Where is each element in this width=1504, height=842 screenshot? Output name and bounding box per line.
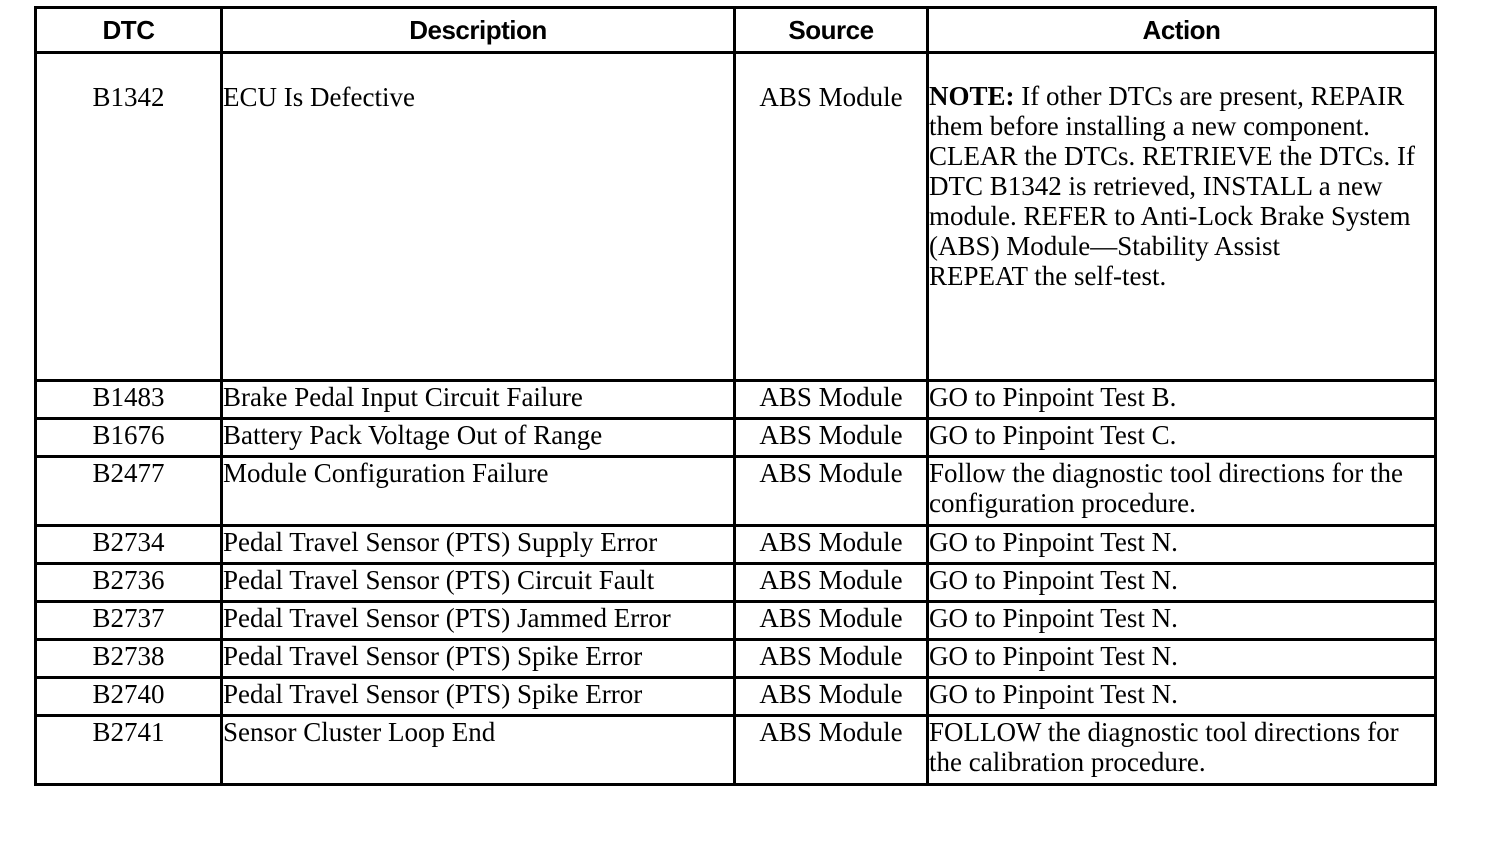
dtc-table: [34, 6, 1437, 786]
dtc-source: ABS Module: [735, 564, 928, 602]
dtc-description: Brake Pedal Input Circuit Failure: [222, 381, 735, 419]
table-row: [36, 602, 1436, 640]
dtc-action: FOLLOW the diagnostic tool directions for the calibration procedure.: [928, 716, 1436, 785]
table-row: [36, 640, 1436, 678]
dtc-action: GO to Pinpoint Test B.: [928, 381, 1436, 419]
header-description: Description: [222, 8, 735, 53]
dtc-source: ABS Module: [735, 716, 928, 785]
dtc-description: Pedal Travel Sensor (PTS) Spike Error: [222, 640, 735, 678]
table-row: [36, 678, 1436, 716]
dtc-source: ABS Module: [735, 381, 928, 419]
dtc-code: B1342: [36, 53, 222, 381]
note-text: If other DTCs are present, REPAIR them before installing a new component.: [929, 81, 1405, 141]
dtc-code: B2477: [36, 457, 222, 526]
dtc-description: Battery Pack Voltage Out of Range: [222, 419, 735, 457]
table-row: [36, 716, 1436, 785]
dtc-code: B2734: [36, 526, 222, 564]
dtc-description: Pedal Travel Sensor (PTS) Supply Error: [222, 526, 735, 564]
dtc-action: GO to Pinpoint Test N.: [928, 678, 1436, 716]
table-row: [36, 53, 1436, 381]
dtc-source: ABS Module: [735, 602, 928, 640]
dtc-action: GO to Pinpoint Test N.: [928, 640, 1436, 678]
dtc-action: Follow the diagnostic tool directions for the configuration procedure.: [928, 457, 1436, 526]
dtc-action: GO to Pinpoint Test C.: [928, 419, 1436, 457]
table-row: [36, 564, 1436, 602]
header-row: [36, 8, 1436, 53]
dtc-description: ECU Is Defective: [222, 53, 735, 381]
table-row: [36, 419, 1436, 457]
dtc-code: B2741: [36, 716, 222, 785]
header-source: Source: [735, 8, 928, 53]
dtc-description: Pedal Travel Sensor (PTS) Jammed Error: [222, 602, 735, 640]
action-line: REPEAT the self-test.: [929, 261, 1167, 291]
note-label: NOTE:: [929, 81, 1015, 111]
table-row: [36, 457, 1436, 526]
dtc-source: ABS Module: [735, 457, 928, 526]
action-note: [929, 81, 1434, 141]
header-action: Action: [928, 8, 1436, 53]
dtc-action: [928, 53, 1436, 381]
dtc-action: GO to Pinpoint Test N.: [928, 526, 1436, 564]
dtc-description: Sensor Cluster Loop End: [222, 716, 735, 785]
header-dtc: DTC: [36, 8, 222, 53]
dtc-description: Pedal Travel Sensor (PTS) Spike Error: [222, 678, 735, 716]
dtc-description: Module Configuration Failure: [222, 457, 735, 526]
action-line: CLEAR the DTCs. RETRIEVE the DTCs. If DTC B1342 is retrieved, INSTALL a new module. REFER to Anti-Lock Brake System (ABS) Module—Stability Assist: [929, 141, 1415, 261]
dtc-code: B2737: [36, 602, 222, 640]
dtc-code: B1676: [36, 419, 222, 457]
dtc-source: ABS Module: [735, 53, 928, 381]
dtc-source: ABS Module: [735, 419, 928, 457]
dtc-code: B2736: [36, 564, 222, 602]
table-row: [36, 381, 1436, 419]
dtc-source: ABS Module: [735, 640, 928, 678]
dtc-description: Pedal Travel Sensor (PTS) Circuit Fault: [222, 564, 735, 602]
dtc-source: ABS Module: [735, 526, 928, 564]
dtc-code: B2738: [36, 640, 222, 678]
dtc-action: GO to Pinpoint Test N.: [928, 602, 1436, 640]
dtc-source: ABS Module: [735, 678, 928, 716]
dtc-action: GO to Pinpoint Test N.: [928, 564, 1436, 602]
table-row: [36, 526, 1436, 564]
dtc-code: B2740: [36, 678, 222, 716]
dtc-code: B1483: [36, 381, 222, 419]
